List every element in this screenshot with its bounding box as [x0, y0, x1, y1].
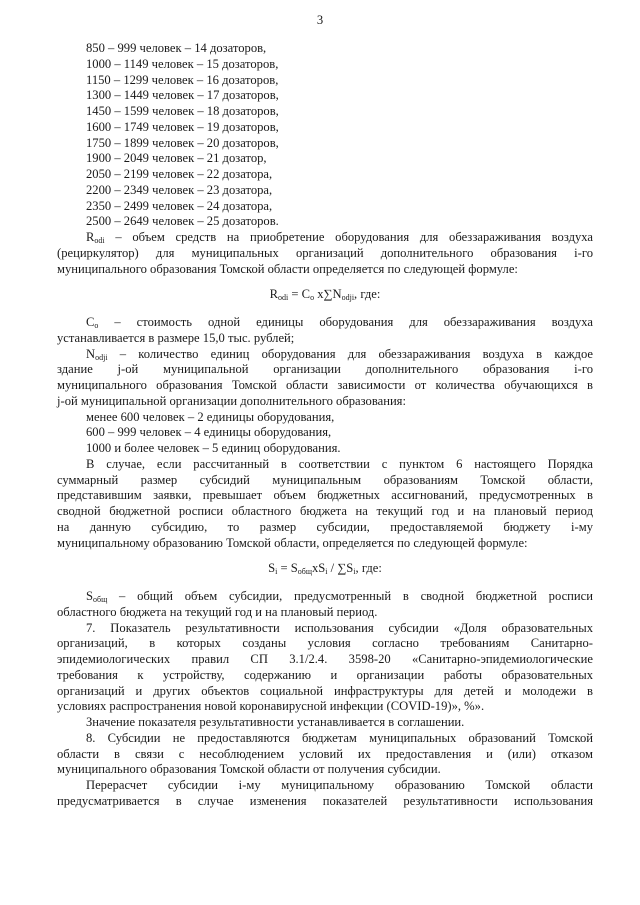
co-definition: $C_o$ – стоимость одной единицы оборудования для обеззараживания воздуха устанавливается в размере 15,0 тыс. рублей;	[57, 315, 593, 345]
dispenser-line: 1150 – 1299 человек – 16 дозаторов,	[86, 72, 279, 87]
formula-si: $S_i = S_{общ}xS_i / \sum S_i$, где:	[268, 561, 382, 577]
nodji-symbol: N	[86, 346, 96, 361]
dispenser-line: 2350 – 2499 человек – 24 дозатора,	[86, 198, 273, 213]
dispenser-line: 1300 – 1449 человек – 17 дозаторов,	[86, 88, 279, 103]
paragraph-7: 7. Показатель результативности использования субсидии «Доля образовательных организаций, в которых созданы условия согласно требованиям Санитарно- эпидемиологических правил СП 3.1/2.4. 3598-20 «Санитарно-эпидемиологические требования к устройству, содержанию и организации работы образовательных организаций и других объектов социальной инфраструктуры для детей и молодежи в условиях распространения новой коронавирусной инфекции (COVID-19)», %».	[57, 620, 593, 714]
equipment-line: менее 600 человек – 2 единицы оборудования,	[86, 409, 335, 424]
formula-rodi: $R_{odi} = C_o$ $x\sum N_{odji}$, где:	[269, 287, 381, 303]
rodi-definition: $R_{odi}$ – объем средств на приобретение оборудования для обеззараживания воздуха (рециркулятор) для муниципальных организаций дополнительного образования i-го муниципального образования Томской области определяется по следующей формуле:	[57, 230, 593, 276]
sobsh-definition: $S_{общ}$ – общий объем субсидии, предусмотренный в сводной бюджетной росписи областного бюджета на текущий год и на плановый период.	[57, 589, 593, 619]
paragraph-8: 8. Субсидии не предоставляются бюджетам муниципальных образований Томской области в связи с несоблюдением условий их предоставления и (или) отказом муниципального образования Томской области от получения субсидии.	[57, 730, 593, 777]
equipment-line: 600 – 999 человек – 4 единицы оборудования,	[86, 425, 332, 440]
dispenser-line: 1450 – 1599 человек – 18 дозаторов,	[86, 104, 279, 118]
dispenser-line: 2200 – 2349 человек – 23 дозатора,	[86, 182, 273, 197]
dispenser-line: 1900 – 2049 человек – 21 дозатор,	[86, 151, 267, 166]
co-symbol: C	[86, 315, 95, 329]
case-paragraph: В случае, если рассчитанный в соответствии с пунктом 6 настоящего Порядка суммарный размер субсидий муниципальным образованиям Томской области, представившим заявки, превышает объем бюджетных ассигнований, предусмотренных в сводной бюджетной росписи областного бюджета на текущий год и на плановый период на данную субсидию, то размер субсидии, предоставляемой бюджету i-му муниципальному образованию Томской области, определяется по следующей формуле:	[57, 456, 593, 550]
dispenser-list	[57, 41, 593, 230]
dispenser-line: 1600 – 1749 человек – 19 дозаторов,	[86, 119, 279, 134]
sobsh-symbol: S	[86, 589, 94, 603]
indicator-line: Значение показателя результативности устанавливается в соглашении.	[86, 715, 465, 729]
equipment-line: 1000 и более человек – 5 единиц оборудования.	[86, 441, 341, 455]
nodji-definition: $N_{odji}$ – количество единиц оборудования для обеззараживания воздуха в каждое здание j-ой муниципальной организации дополнительного образования i-го муниципального образования Томской области зависимости от количества обучающихся в j-ой муниципальной организации дополнительного образования:	[57, 346, 594, 408]
equipment-list	[57, 410, 593, 457]
dispenser-line: 1000 – 1149 человек – 15 дозаторов,	[86, 56, 279, 71]
page-content	[57, 41, 593, 810]
recalc-paragraph: Перерасчет субсидии i-му муниципальному образованию Томской области предусматривается в случае изменения показателей результативности использования	[57, 778, 593, 808]
dispenser-line: 1750 – 1899 человек – 20 дозаторов,	[86, 135, 279, 150]
rodi-symbol: R	[86, 230, 95, 244]
dispenser-line: 850 – 999 человек – 14 дозаторов,	[86, 41, 267, 55]
page-number: 3	[316, 13, 324, 27]
dispenser-line: 2050 – 2199 человек – 22 дозатора,	[86, 167, 273, 181]
dispenser-line: 2500 – 2649 человек – 25 дозаторов.	[86, 214, 279, 229]
